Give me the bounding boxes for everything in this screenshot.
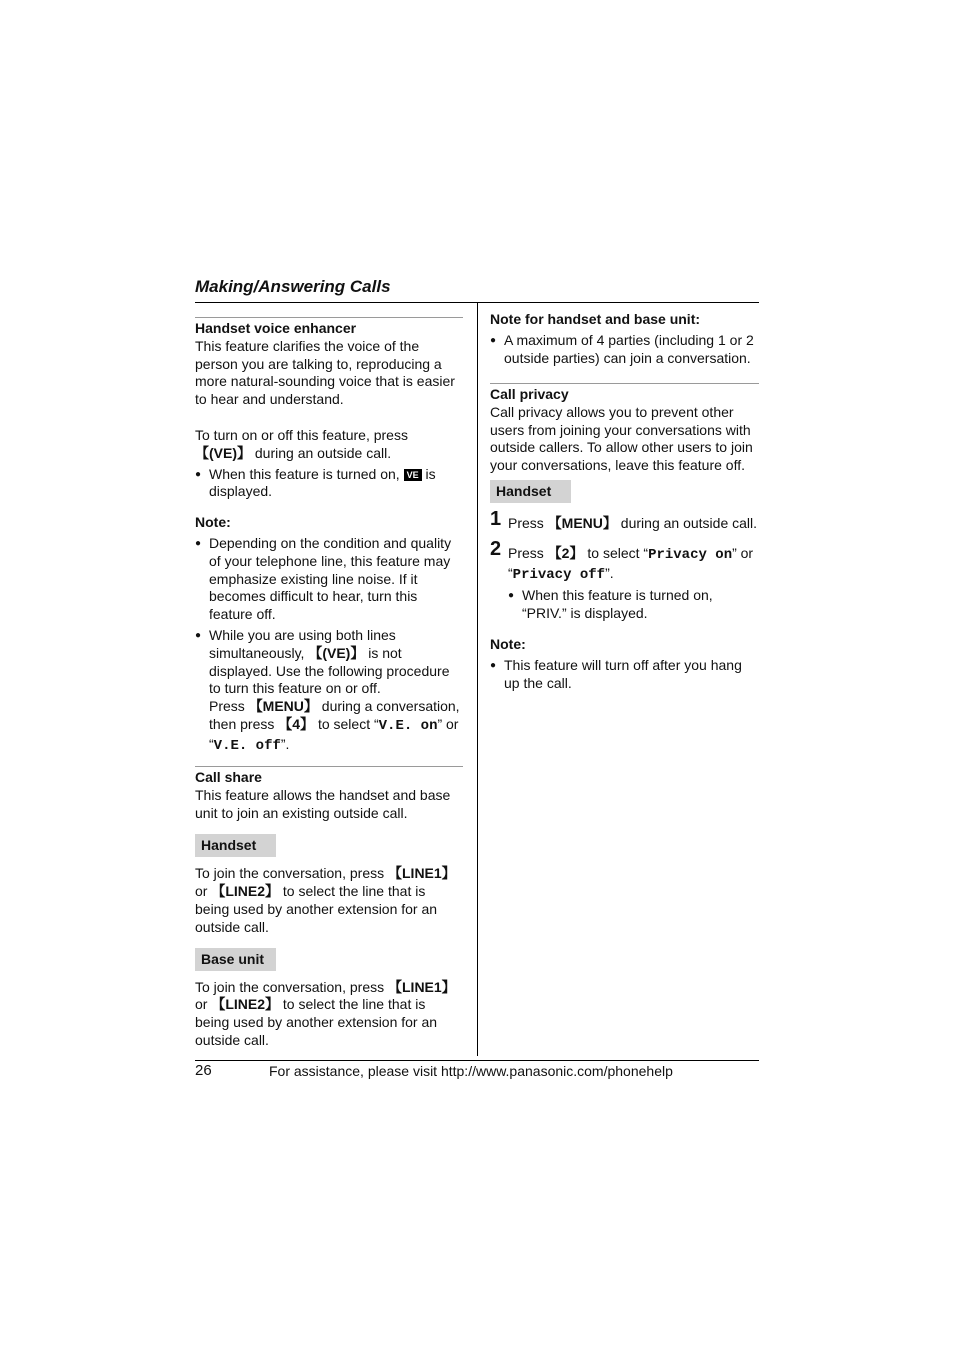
share-base-text: To join the conversation, press 【LINE1】 or 【LINE2】 to select the line that is being used by another extension for an outside call.: [195, 978, 456, 1048]
privacy-step-2: 2 Press 【2】 to select “Privacy on” or “Privacy off”.: [490, 537, 754, 583]
share-handset-text: To join the conversation, press 【LINE1】 or 【LINE2】 to select the line that is being used by another extension for an outside call.: [195, 865, 456, 935]
menu-key: 【MENU】: [248, 698, 318, 715]
share-intro: This feature allows the handset and base unit to join an existing outside call.: [195, 786, 451, 821]
hve-note-2: ● While you are using both lines simultaneously, 【(VE)】 is not displayed. Use the following procedure to turn this feature on or off. Press 【MENU】 during a conversation, then press 【4】 to select “V.E. on” or “V.E. off”.: [195, 627, 463, 756]
key-4: 【4】: [278, 715, 315, 732]
note-hb-heading: Note for handset and base unit:: [490, 311, 701, 327]
step-number: 2: [490, 537, 502, 560]
line1-key: 【LINE1】: [388, 865, 456, 882]
hve-turn-on: To turn on or off this feature, press 【(VE)】 during an outside call.: [195, 426, 408, 461]
hve-bullet: ● When this feature is turned on, VE is displayed.: [195, 466, 463, 502]
privacy-note-label: Note:: [490, 635, 526, 652]
hve-note-label: Note:: [195, 514, 231, 531]
column-divider: [477, 303, 478, 1056]
left-column-hve: [195, 320, 463, 756]
privacy-step-1: 1 Press 【MENU】 during an outside call.: [490, 507, 758, 531]
hve-heading: Handset voice enhancer: [195, 320, 357, 336]
right-column-note: [490, 311, 760, 367]
hve-note-1: ● Depending on the condition and quality of your telephone line, this feature may emphasize existing line noise. If it becomes difficult to hear, turn this feature off.: [195, 535, 463, 624]
hve-rule: [195, 317, 463, 318]
handset-tag: Handset: [195, 834, 276, 857]
privacy-intro: Call privacy allows you to prevent other users from joining your conversations with outside callers. To allow other users to join your conversations, leave this feature off.: [490, 403, 753, 474]
ve-key: 【(VE)】: [195, 444, 251, 461]
ve-display-icon: VE: [404, 469, 422, 481]
footer-rule: [195, 1060, 759, 1061]
privacy-step-2-bullet: ● When this feature is turned on, “PRIV.” is displayed.: [508, 587, 760, 623]
assistance-text: For assistance, please visit http://www.panasonic.com/phonehelp: [269, 1063, 673, 1079]
hve-intro: This feature clarifies the voice of the person you are talking to, reproducing a more natural-sounding voice that is easier to hear and understand.: [195, 337, 455, 408]
page-number: 26: [195, 1062, 212, 1079]
share-rule: [195, 766, 463, 767]
privacy-handset-tag: Handset: [490, 480, 571, 503]
base-unit-tag: Base unit: [195, 948, 276, 971]
step-number: 1: [490, 507, 502, 530]
privacy-note-bullet: ● This feature will turn off after you hang up the call.: [490, 657, 760, 693]
left-column-share: [195, 769, 463, 1050]
privacy-heading: Call privacy: [490, 386, 569, 402]
privacy-rule: [490, 383, 759, 384]
line2-key: 【LINE2】: [211, 883, 280, 900]
right-column-privacy: [490, 386, 760, 692]
share-heading: Call share: [195, 769, 262, 785]
page-section-title: Making/Answering Calls: [195, 277, 391, 296]
note-hb-bullet: ● A maximum of 4 parties (including 1 or 2 outside parties) can join a conversation.: [490, 332, 760, 368]
key-2: 【2】: [547, 544, 584, 561]
